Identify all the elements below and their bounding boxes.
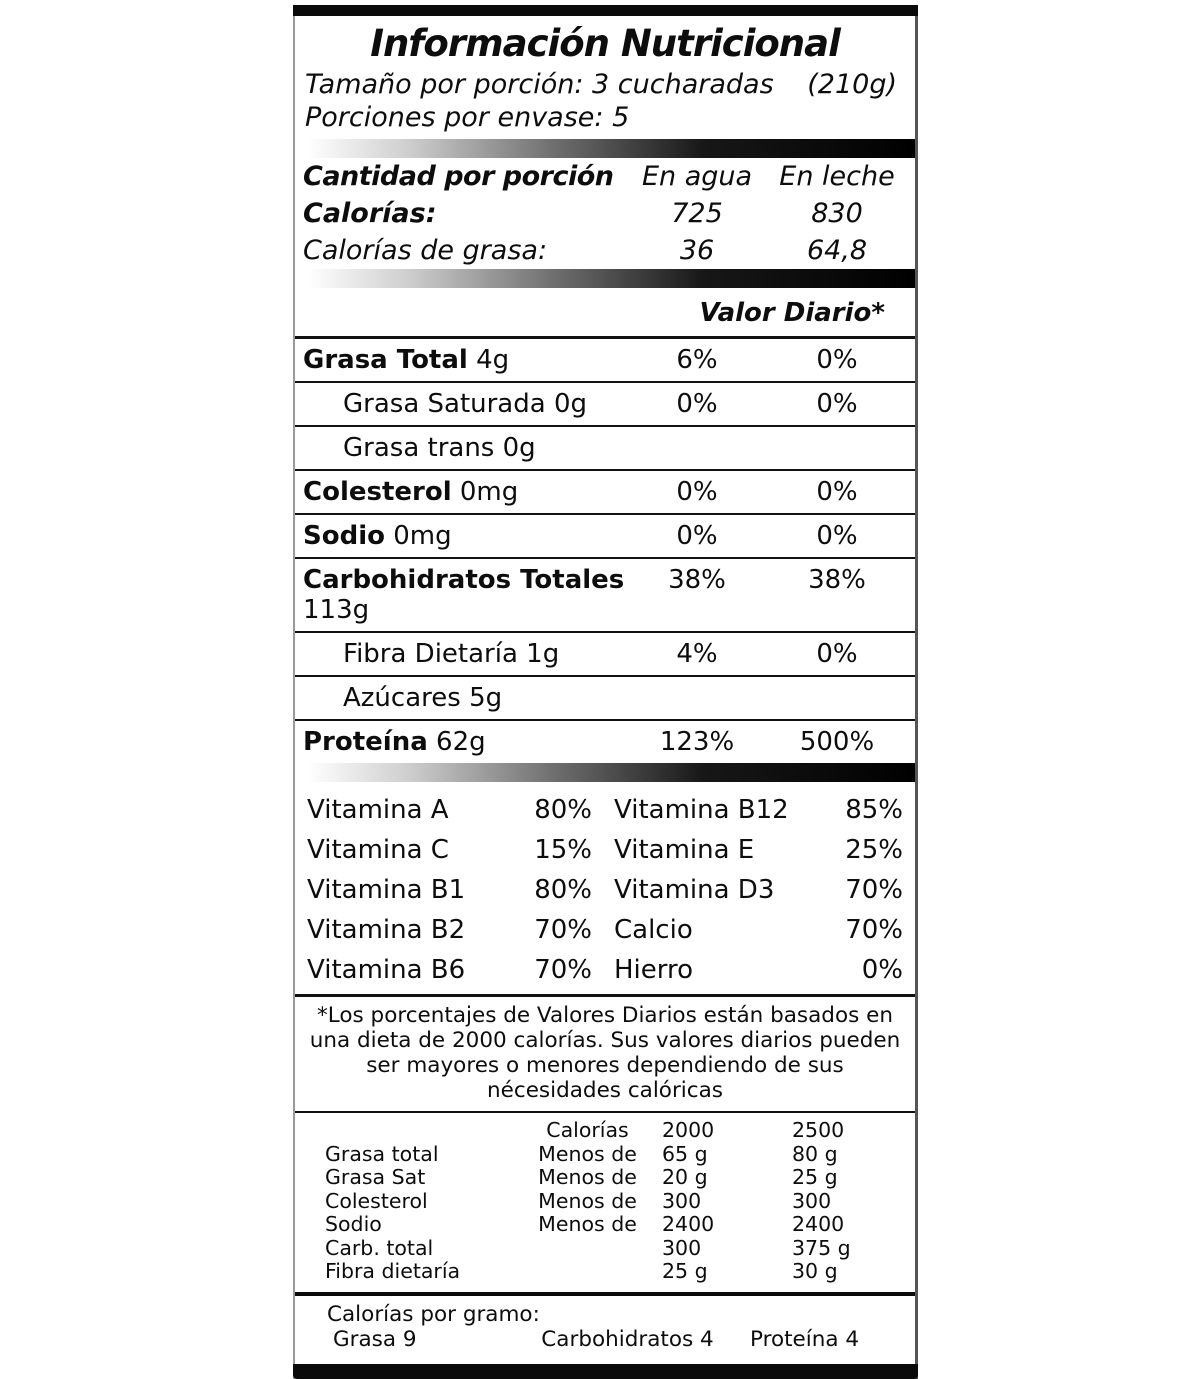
reference-table-row [295,1260,915,1284]
servings-per-container-text: Porciones por envase: 5 [305,102,630,133]
ref-value-2500: 300 [792,1188,832,1213]
calories-row [295,195,915,232]
vitamin-value: 25% [845,835,903,865]
calories-label: Calorías: [303,198,437,229]
serving-size-text: Tamaño por porción: 3 cucharadas [305,69,774,100]
nutrient-milk-pct: 38% [808,565,866,595]
ref-nutrient: Sodio [325,1212,382,1236]
nutrient-row-cholesterol [295,469,915,513]
calories-per-gram-title: Calorías por gramo: [327,1301,540,1327]
calories-header-row [295,158,915,195]
ref-value-2000: 300 [662,1235,702,1260]
nutrition-label [293,5,918,1379]
calories-per-gram-section [295,1292,915,1354]
nutrient-row-sodium [295,513,915,557]
reference-table-row [295,1213,915,1237]
nutrient-milk-pct: 0% [816,389,858,419]
nutrient-amount: 0mg [393,521,452,551]
nutrient-amount: 0g [553,389,587,419]
bottom-border-bar [293,1364,918,1379]
section-divider-gradient-bar [295,763,915,782]
calories-per-gram-protein: Proteína 4 [750,1326,860,1352]
reference-table-row [295,1190,915,1214]
vitamin-value: 80% [534,875,592,905]
nutrient-water-pct: 0% [676,477,718,507]
nutrient-amount: 1g [526,639,560,669]
reference-table-row [295,1166,915,1190]
nutrient-water-pct: 6% [676,345,718,375]
vitamin-name: Hierro [614,955,694,985]
vitamin-name: Vitamina B6 [307,955,466,985]
nutrient-row-saturated-fat [295,381,915,425]
vitamin-name: Vitamina E [614,835,755,865]
vitamin-name: Vitamina B2 [307,915,466,945]
ref-header-calories: Calorías [546,1118,629,1142]
fat-calories-label: Calorías de grasa: [303,235,548,266]
reference-table-row [295,1237,915,1261]
reference-values-table [295,1111,915,1292]
vitamin-name: Vitamina B1 [307,875,466,905]
ref-value-2500: 25 g [792,1165,838,1189]
nutrient-water-pct: 38% [668,565,726,595]
section-divider-gradient-bar [295,139,915,158]
vitamin-name: Vitamina A [307,795,449,825]
nutrient-row-total-carbs [295,557,915,631]
nutrient-row-total-fat [295,336,915,381]
vitamin-value: 0% [861,955,903,985]
nutrient-row-protein [295,719,915,763]
nutrient-milk-pct: 0% [816,477,858,507]
nutrient-amount: 0mg [459,477,519,507]
top-border-bar [293,5,918,16]
ref-nutrient: Grasa total [325,1141,439,1166]
vitamin-value: 15% [534,835,592,865]
nutrient-amount: 5g [469,683,503,713]
calories-per-gram-carbs: Carbohidratos 4 [541,1326,714,1352]
ref-qualifier [525,1237,650,1261]
vitamin-row [295,910,915,950]
nutrient-amount: 62g [436,727,486,757]
ref-value-2500: 30 g [792,1259,838,1283]
nutrient-milk-pct: 500% [799,727,875,757]
ref-value-2000: 300 [662,1188,702,1213]
vitamin-name: Vitamina B12 [614,795,789,825]
fat-calories-water-value: 36 [679,235,715,266]
ref-value-2000: 2400 [662,1212,715,1236]
nutrient-name: Sodio [303,521,385,551]
vitamin-row [295,790,915,830]
ref-value-2000: 20 g [662,1165,708,1189]
daily-values-footnote: *Los porcentajes de Valores Diarios están basados en una dieta de 2000 calorías. Sus valores diarios pueden ser mayores o menores dependiendo de sus nécesidades calóricas [295,994,915,1111]
nutrient-name: Proteína [303,727,428,757]
vitamin-row [295,830,915,870]
nutrient-water-pct: 0% [676,389,718,419]
calories-section [295,158,915,269]
vitamin-row [295,870,915,910]
ref-qualifier: Menos de [538,1212,637,1236]
nutrient-name: Fibra Dietaría [343,639,518,669]
nutrient-row-sugars [295,675,915,719]
vitamin-value: 70% [534,915,592,945]
nutrient-amount: 0g [502,433,536,463]
fat-calories-row [295,232,915,269]
ref-nutrient: Colesterol [325,1188,428,1213]
ref-qualifier [525,1260,650,1284]
vitamin-value: 80% [534,795,592,825]
nutrient-name: Carbohidratos Totales [303,565,625,595]
column-header-water: En agua [641,161,753,192]
nutrient-row-dietary-fiber [295,631,915,675]
vitamin-value: 70% [534,955,592,985]
nutrient-amount: 113g [303,595,370,625]
ref-nutrient: Carb. total [325,1235,434,1260]
nutrient-milk-pct: 0% [816,639,858,669]
nutrient-name: Grasa Total [303,345,468,375]
vitamin-name: Calcio [614,915,693,945]
reference-table-row [295,1143,915,1167]
reference-table-header-row [295,1119,915,1143]
daily-value-header: Valor Diario* [699,298,885,328]
vitamin-name: Vitamina D3 [614,875,775,905]
column-header-milk: En leche [779,161,895,192]
ref-qualifier: Menos de [538,1165,637,1189]
ref-header-2000: 2000 [662,1118,715,1142]
nutrient-water-pct: 0% [676,521,718,551]
section-divider-gradient-bar [295,269,915,288]
ref-value-2500: 375 g [792,1235,851,1260]
vitamin-value: 85% [845,795,903,825]
ref-value-2000: 25 g [662,1259,708,1283]
ref-qualifier: Menos de [538,1141,637,1166]
nutrient-water-pct: 4% [676,639,718,669]
nutrient-name: Azúcares [343,683,461,713]
calories-water-value: 725 [671,198,723,229]
vitamin-value: 70% [845,915,903,945]
nutrient-name: Colesterol [303,477,452,507]
nutrient-name: Grasa Saturada [343,389,546,419]
nutrient-milk-pct: 0% [816,345,858,375]
ref-value-2000: 65 g [662,1141,708,1166]
nutrient-milk-pct: 0% [816,521,858,551]
calories-milk-value: 830 [811,198,863,229]
nutrient-row-trans-fat [295,425,915,469]
nutrient-water-pct: 123% [659,727,735,757]
vitamin-row [295,950,915,990]
nutrient-name: Grasa trans [343,433,495,463]
vitamin-name: Vitamina C [307,835,449,865]
ref-qualifier: Menos de [538,1188,637,1213]
fat-calories-milk-value: 64,8 [806,235,868,266]
nutrient-amount: 4g [476,345,510,375]
vitamins-section [295,782,915,994]
label-title: Información Nutricional [370,22,840,65]
amount-per-serving-label: Cantidad por porción [303,161,614,192]
ref-nutrient: Fibra dietaría [325,1259,461,1283]
ref-nutrient: Grasa Sat [325,1165,426,1189]
ref-header-2500: 2500 [792,1118,845,1142]
calories-per-gram-fat: Grasa 9 [333,1326,417,1352]
serving-size-line [295,67,915,100]
calories-per-gram-values [295,1327,915,1352]
serving-weight-text: (210g) [807,69,897,100]
vitamin-value: 70% [845,875,903,905]
ref-value-2500: 2400 [792,1212,845,1236]
ref-value-2500: 80 g [792,1141,838,1166]
